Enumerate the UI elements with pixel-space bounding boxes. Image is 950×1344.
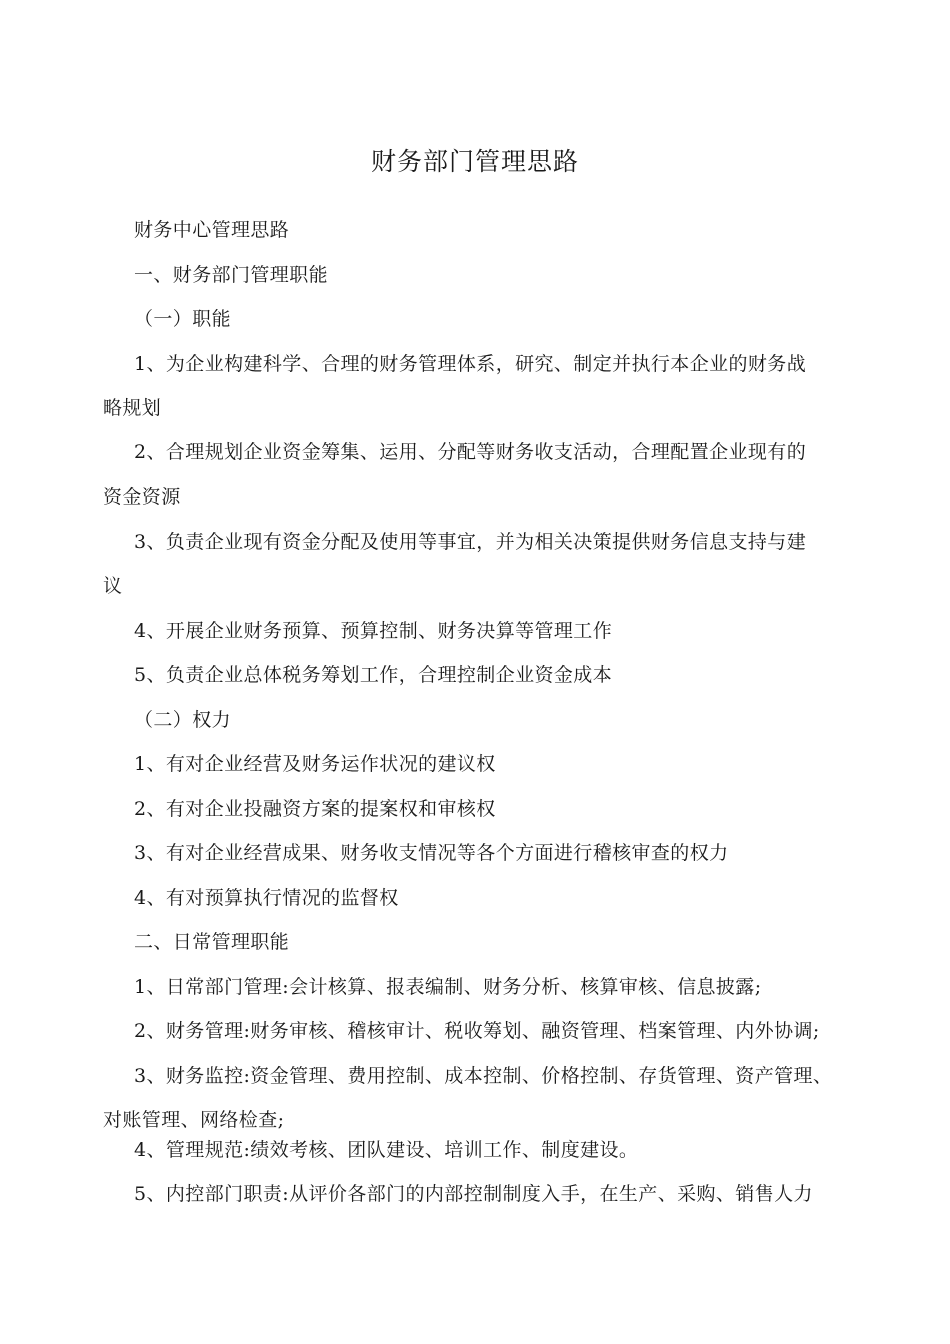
section-heading: 一、财务部门管理职能 <box>134 264 329 286</box>
paragraph-line: 资金资源 <box>103 486 181 508</box>
paragraph-line: 对账管理、网络检查; <box>103 1109 285 1131</box>
paragraph-line: 2、有对企业投融资方案的提案权和审核权 <box>134 798 496 820</box>
paragraph-line: 财务中心管理思路 <box>134 219 290 241</box>
paragraph-line: 1、有对企业经营及财务运作状况的建议权 <box>134 753 496 775</box>
paragraph-line: 4、开展企业财务预算、预算控制、财务决算等管理工作 <box>134 620 613 642</box>
paragraph-line: 2、合理规划企业资金筹集、运用、分配等财务收支活动，合理配置企业现有的 <box>134 441 807 463</box>
paragraph-line: 1、为企业构建科学、合理的财务管理体系，研究、制定并执行本企业的财务战 <box>134 353 807 375</box>
paragraph-line: 2、财务管理:财务审核、稽核审计、税收筹划、融资管理、档案管理、内外协调; <box>134 1020 820 1042</box>
paragraph-line: 议 <box>103 575 123 597</box>
paragraph-line: 3、财务监控:资金管理、费用控制、成本控制、价格控制、存货管理、资产管理、 <box>134 1065 833 1087</box>
subsection-heading: （二）权力 <box>134 709 232 731</box>
document-title: 财务部门管理思路 <box>370 147 579 176</box>
paragraph-line: 1、日常部门管理:会计核算、报表编制、财务分析、核算审核、信息披露; <box>134 976 762 998</box>
subsection-heading: （一）职能 <box>134 308 232 330</box>
paragraph-line: 4、有对预算执行情况的监督权 <box>134 887 399 909</box>
paragraph-line: 3、负责企业现有资金分配及使用等事宜，并为相关决策提供财务信息支持与建 <box>134 531 807 553</box>
paragraph-line: 略规划 <box>103 397 162 419</box>
section-heading: 二、日常管理职能 <box>134 931 290 953</box>
paragraph-line: 5、负责企业总体税务筹划工作，合理控制企业资金成本 <box>134 664 613 686</box>
paragraph-line: 4、管理规范:绩效考核、团队建设、培训工作、制度建设。 <box>134 1139 639 1161</box>
paragraph-line: 3、有对企业经营成果、财务收支情况等各个方面进行稽核审查的权力 <box>134 842 729 864</box>
paragraph-line: 5、内控部门职责:从评价各部门的内部控制制度入手，在生产、采购、销售人力 <box>134 1183 813 1205</box>
